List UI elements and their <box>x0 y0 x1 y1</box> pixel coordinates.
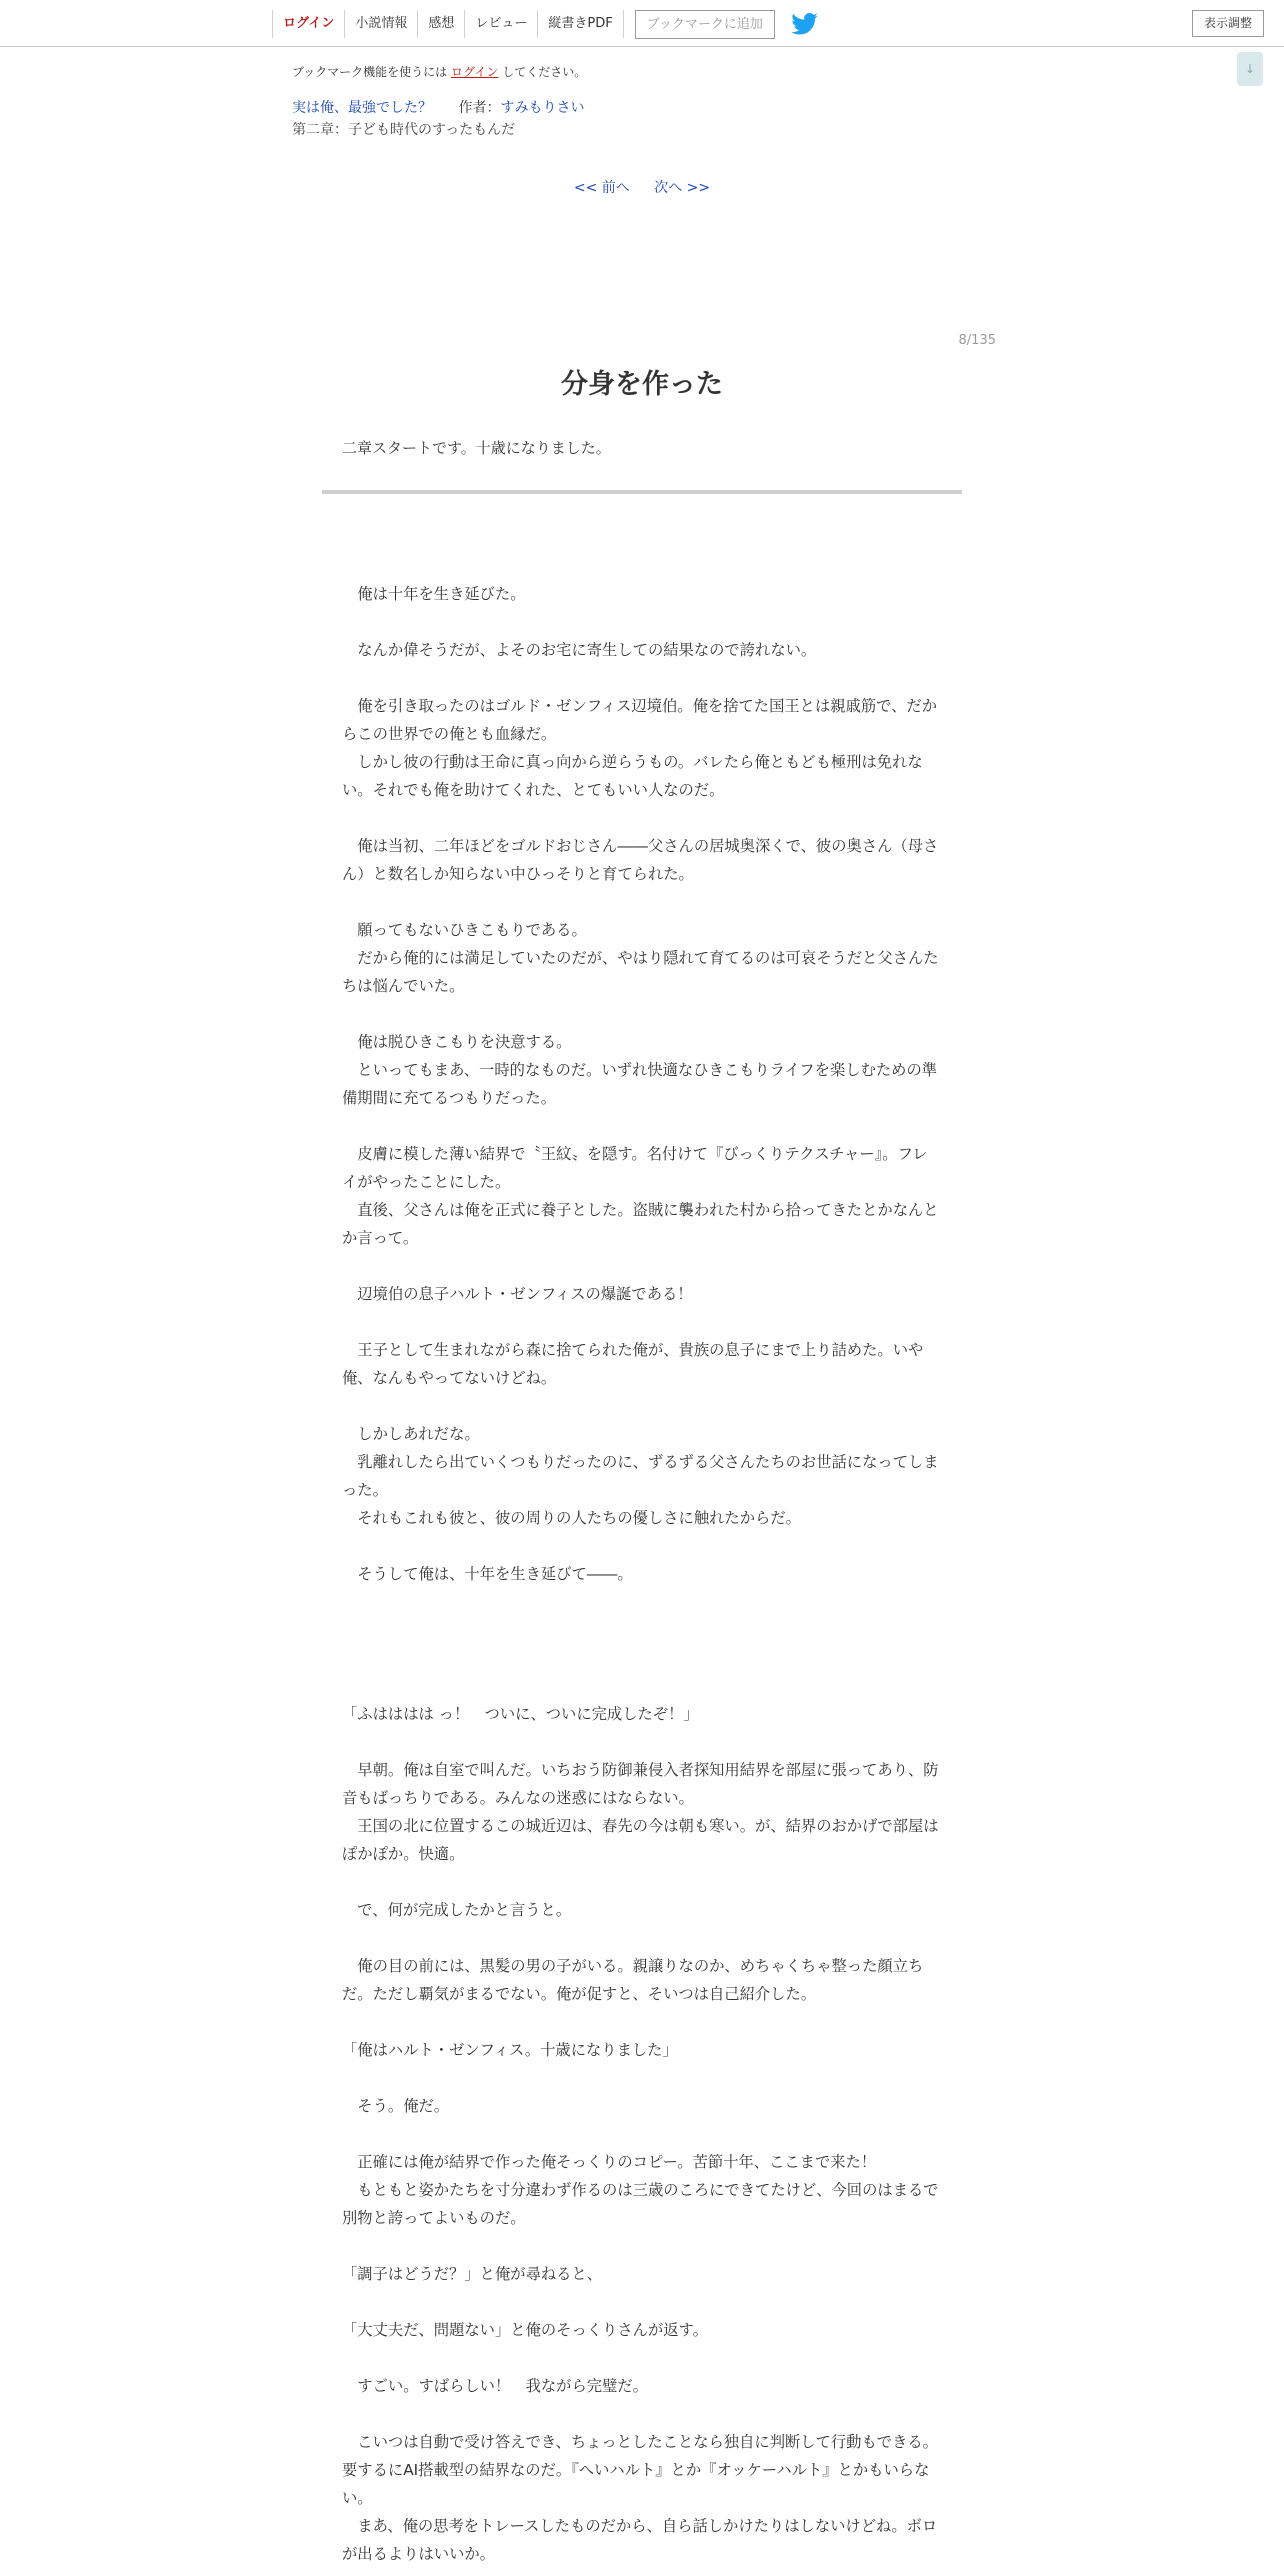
blank-line <box>342 1924 942 1952</box>
prev-page-link[interactable]: << 前へ <box>573 180 630 196</box>
top-nav <box>272 9 818 39</box>
body-paragraph: 早朝。俺は自室で叫んだ。いちおう防御兼侵入者探知用結界を部屋に張ってあり、防音もばっちりである。みんなの迷惑にはならない。 <box>342 1761 939 1807</box>
chapter-title: 第二章：子ども時代のすったもんだ <box>292 122 516 138</box>
body-paragraph: そうして俺は、十年を生き延びて――。 <box>342 1565 633 1583</box>
body-paragraph: こいつは自動で受け答えでき、ちょっとしたことなら独自に判断して行動もできる。要するにAI搭載型の結界なのだ。『へいハルト』とか『オッケーハルト』とかもいらない。 <box>342 2433 938 2507</box>
body-paragraph: もともと姿かたちを寸分違わず作るのは三歳のころにできてたけど、今回のはまるで別物と誇ってよいものだ。 <box>342 2181 939 2227</box>
bookmark-login-notice <box>292 63 586 80</box>
series-title-link[interactable]: 実は俺、最強でした？ <box>292 100 432 116</box>
body-paragraph: しかし彼の行動は王命に真っ向から逆らうもの。バレたら俺ともども極刑は免れない。それでも俺を助けてくれた、とてもいい人なのだ。 <box>342 753 923 799</box>
blank-line <box>342 1616 942 1644</box>
pager <box>0 177 1284 197</box>
novel-info-link[interactable]: 小説情報 <box>344 10 417 38</box>
impressions-link[interactable]: 感想 <box>417 10 464 38</box>
blank-line <box>342 1728 942 1756</box>
body-paragraph: 俺を引き取ったのはゴルド・ゼンフィス辺境伯。俺を捨てた国王とは親戚筋で、だからこの世界での俺とも血縁だ。 <box>342 697 938 743</box>
blank-line <box>342 2232 942 2260</box>
body-paragraph: すごい。すばらしい！ 我ながら完璧だ。 <box>342 2377 648 2395</box>
login-link[interactable]: ログイン <box>272 10 344 38</box>
blank-line <box>342 1672 942 1700</box>
body-paragraph: 「調子はどうだ？」と俺が尋ねると、 <box>342 2265 603 2283</box>
blank-line <box>342 2400 942 2428</box>
top-bar <box>0 0 1284 47</box>
blank-line <box>342 888 942 916</box>
blank-line <box>342 1252 942 1280</box>
blank-line <box>342 804 942 832</box>
series-info <box>292 97 584 117</box>
blank-line <box>342 2120 942 2148</box>
body-paragraph: なんか偉そうだが、よそのお宅に寄生しての結果なので誇れない。 <box>342 641 817 659</box>
review-link[interactable]: レビュー <box>464 10 537 38</box>
body-paragraph: 俺の目の前には、黒髪の男の子がいる。親譲りなのか、めちゃくちゃ整った顔立ちだ。ただし覇気がまるでない。俺が促すと、そいつは自己紹介した。 <box>342 1957 924 2003</box>
blank-line <box>342 608 942 636</box>
blank-line <box>342 1532 942 1560</box>
blank-line <box>342 1868 942 1896</box>
page-number: 8/135 <box>958 333 996 348</box>
notice-text-after: してください。 <box>502 65 587 79</box>
author-link[interactable]: すみもりさい <box>500 100 585 116</box>
body-paragraph: 願ってもないひきこもりである。 <box>342 921 587 939</box>
episode-preface: 二章スタートです。十歳になりました。 <box>342 439 611 457</box>
body-paragraph: 正確には俺が結界で作った俺そっくりのコピー。苦節十年、ここまで来た！ <box>342 2153 877 2171</box>
blank-line <box>342 1588 942 1616</box>
vertical-pdf-link[interactable]: 縦書きPDF <box>537 10 623 38</box>
blank-line <box>342 2288 942 2316</box>
next-page-link[interactable]: 次へ >> <box>654 180 711 196</box>
body-paragraph: 直後、父さんは俺を正式に養子とした。盗賊に襲われた村から拾ってきたとかなんとか言って。 <box>342 1201 939 1247</box>
novel-body <box>342 552 942 2568</box>
blank-line <box>342 664 942 692</box>
notice-text-before: ブックマーク機能を使うには <box>292 65 448 79</box>
body-paragraph: しかしあれだな。 <box>342 1425 480 1443</box>
notice-login-link[interactable]: ログイン <box>451 65 499 79</box>
episode-title: 分身を作った <box>561 369 723 400</box>
blank-line <box>342 2008 942 2036</box>
arrow-down-icon: ↓ <box>1244 62 1256 76</box>
body-paragraph: そう。俺だ。 <box>342 2097 450 2115</box>
blank-line <box>342 2344 942 2372</box>
scroll-down-button[interactable] <box>1237 52 1263 86</box>
body-paragraph: 「大丈夫だ、問題ない」と俺のそっくりさんが返す。 <box>342 2321 708 2339</box>
body-paragraph: といってもまあ、一時的なものだ。いずれ快適なひきこもりライフを楽しむための準備期間に充てるつもりだった。 <box>342 1061 938 1107</box>
blank-line <box>342 1392 942 1420</box>
preface-divider <box>322 490 962 494</box>
body-paragraph: 辺境伯の息子ハルト・ゼンフィスの爆誕である！ <box>342 1285 693 1303</box>
display-settings-button[interactable]: 表示調整 <box>1192 10 1264 37</box>
author-label: 作者： <box>458 100 501 116</box>
blank-line <box>342 552 942 580</box>
blank-line <box>342 1000 942 1028</box>
body-paragraph: 俺は当初、二年ほどをゴルドおじさん――父さんの居城奥深くで、彼の奥さん（母さん）と数名しか知らない中ひっそりと育てられた。 <box>342 837 939 883</box>
body-paragraph: 俺は十年を生き延びた。 <box>342 585 526 603</box>
add-bookmark-button[interactable]: ブックマークに追加 <box>635 10 775 39</box>
blank-line <box>342 1644 942 1672</box>
body-paragraph: で、何が完成したかと言うと。 <box>342 1901 572 1919</box>
body-paragraph: 皮膚に模した薄い結界で〝王紋〟を隠す。名付けて『びっくりテクスチャー』。フレイがやったことにした。 <box>342 1145 928 1191</box>
body-paragraph: 王子として生まれながら森に捨てられた俺が、貴族の息子にまで上り詰めた。いや俺、なんもやってないけどね。 <box>342 1341 924 1387</box>
body-paragraph: それもこれも彼と、彼の周りの人たちの優しさに触れたからだ。 <box>342 1509 801 1527</box>
body-paragraph: 乳離れしたら出ていくつもりだったのに、ずるずる父さんたちのお世話になってしまった。 <box>342 1453 939 1499</box>
body-paragraph: 俺は脱ひきこもりを決意する。 <box>342 1033 572 1051</box>
body-paragraph: だから俺的には満足していたのだが、やはり隠れて育てるのは可哀そうだと父さんたちは悩んでいた。 <box>342 949 939 995</box>
blank-line <box>342 1308 942 1336</box>
body-paragraph: 「俺はハルト・ゼンフィス。十歳になりました」 <box>342 2041 678 2059</box>
blank-line <box>342 1112 942 1140</box>
twitter-icon[interactable] <box>791 13 818 35</box>
body-paragraph: まあ、俺の思考をトレースしたものだから、自ら話しかけたりはしないけどね。ボロが出るよりはいいか。 <box>342 2517 938 2563</box>
blank-line <box>342 2064 942 2092</box>
body-paragraph: 王国の北に位置するこの城近辺は、春先の今は朝も寒い。が、結界のおかげで部屋はぽかぽか。快適。 <box>342 1817 939 1863</box>
body-paragraph: 「ふはははは っ！ ついに、ついに完成したぞ！」 <box>342 1705 699 1723</box>
